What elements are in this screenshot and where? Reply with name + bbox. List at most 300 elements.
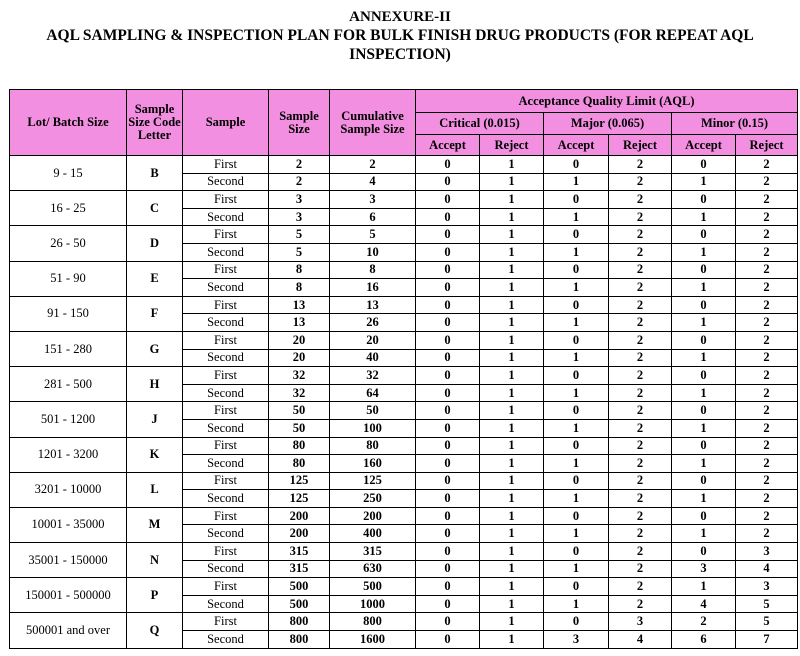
cell-code-letter: H [127, 367, 183, 402]
cell-major-reject: 2 [609, 314, 672, 332]
table-row [10, 472, 798, 490]
cell-lot-batch-size: 281 - 500 [10, 367, 127, 402]
table-row [10, 613, 798, 631]
header-code-letter: Sample Size Code Letter [127, 90, 183, 156]
cell-critical-accept: 0 [416, 507, 480, 525]
cell-critical-reject: 1 [480, 419, 544, 437]
table-row [10, 191, 798, 209]
cell-major-accept: 1 [544, 455, 609, 473]
cell-critical-accept: 0 [416, 490, 480, 508]
cell-minor-accept: 1 [672, 279, 736, 297]
cell-lot-batch-size: 51 - 90 [10, 261, 127, 296]
cell-major-reject: 2 [609, 402, 672, 420]
cell-critical-accept: 0 [416, 261, 480, 279]
cell-critical-reject: 1 [480, 226, 544, 244]
cell-cumulative-size: 315 [330, 543, 416, 561]
table-row [10, 578, 798, 596]
header-major-accept: Accept [544, 135, 609, 156]
cell-minor-accept: 0 [672, 331, 736, 349]
cell-lot-batch-size: 501 - 1200 [10, 402, 127, 437]
cell-major-reject: 2 [609, 472, 672, 490]
cell-minor-accept: 0 [672, 507, 736, 525]
cell-critical-accept: 0 [416, 156, 480, 174]
cell-major-accept: 0 [544, 578, 609, 596]
cell-major-reject: 2 [609, 595, 672, 613]
cell-major-accept: 0 [544, 367, 609, 385]
cell-code-letter: F [127, 296, 183, 331]
cell-minor-accept: 1 [672, 208, 736, 226]
cell-critical-reject: 1 [480, 613, 544, 631]
cell-sample: First [183, 296, 269, 314]
cell-sample-size: 800 [269, 613, 330, 631]
cell-minor-reject: 2 [736, 367, 798, 385]
cell-major-reject: 3 [609, 613, 672, 631]
cell-major-accept: 0 [544, 472, 609, 490]
cell-sample: First [183, 578, 269, 596]
cell-critical-accept: 0 [416, 296, 480, 314]
cell-critical-reject: 1 [480, 173, 544, 191]
cell-major-reject: 2 [609, 490, 672, 508]
cell-critical-reject: 1 [480, 314, 544, 332]
cell-sample-size: 32 [269, 367, 330, 385]
cell-major-accept: 1 [544, 208, 609, 226]
cell-sample-size: 315 [269, 560, 330, 578]
table-body [10, 156, 798, 649]
cell-major-accept: 0 [544, 331, 609, 349]
cell-code-letter: P [127, 578, 183, 613]
cell-sample-size: 2 [269, 156, 330, 174]
cell-code-letter: C [127, 191, 183, 226]
cell-critical-accept: 0 [416, 578, 480, 596]
cell-major-accept: 0 [544, 296, 609, 314]
cell-cumulative-size: 630 [330, 560, 416, 578]
cell-critical-reject: 1 [480, 349, 544, 367]
annexure-title: ANNEXURE-II [349, 9, 451, 25]
table-row [10, 331, 798, 349]
cell-critical-accept: 0 [416, 384, 480, 402]
cell-major-reject: 2 [609, 173, 672, 191]
cell-major-reject: 2 [609, 296, 672, 314]
table-row [10, 296, 798, 314]
cell-sample-size: 5 [269, 226, 330, 244]
plan-title-line2: INSPECTION) [349, 46, 451, 63]
cell-sample-size: 50 [269, 402, 330, 420]
cell-minor-accept: 0 [672, 472, 736, 490]
cell-minor-accept: 0 [672, 543, 736, 561]
cell-major-reject: 2 [609, 455, 672, 473]
cell-sample-size: 315 [269, 543, 330, 561]
header-critical: Critical (0.015) [416, 113, 544, 135]
cell-major-accept: 1 [544, 349, 609, 367]
header-lot-batch-size: Lot/ Batch Size [10, 90, 127, 156]
cell-critical-reject: 1 [480, 631, 544, 649]
cell-sample-size: 13 [269, 296, 330, 314]
cell-minor-accept: 2 [672, 613, 736, 631]
cell-critical-accept: 0 [416, 631, 480, 649]
cell-minor-accept: 1 [672, 349, 736, 367]
cell-lot-batch-size: 151 - 280 [10, 331, 127, 366]
cell-major-accept: 1 [544, 384, 609, 402]
cell-minor-reject: 2 [736, 455, 798, 473]
cell-critical-reject: 1 [480, 560, 544, 578]
cell-lot-batch-size: 1201 - 3200 [10, 437, 127, 472]
cell-minor-accept: 0 [672, 402, 736, 420]
cell-major-reject: 2 [609, 208, 672, 226]
cell-cumulative-size: 125 [330, 472, 416, 490]
cell-minor-reject: 2 [736, 402, 798, 420]
cell-major-reject: 2 [609, 525, 672, 543]
cell-major-reject: 2 [609, 560, 672, 578]
cell-minor-reject: 2 [736, 472, 798, 490]
cell-cumulative-size: 1600 [330, 631, 416, 649]
cell-cumulative-size: 800 [330, 613, 416, 631]
cell-major-reject: 2 [609, 419, 672, 437]
cell-cumulative-size: 8 [330, 261, 416, 279]
cell-critical-reject: 1 [480, 208, 544, 226]
cell-critical-reject: 1 [480, 507, 544, 525]
cell-major-accept: 1 [544, 490, 609, 508]
cell-lot-batch-size: 9 - 15 [10, 156, 127, 191]
cell-sample: Second [183, 455, 269, 473]
cell-minor-reject: 5 [736, 595, 798, 613]
cell-minor-accept: 1 [672, 525, 736, 543]
table-row [10, 226, 798, 244]
cell-code-letter: K [127, 437, 183, 472]
cell-critical-reject: 1 [480, 525, 544, 543]
cell-minor-accept: 1 [672, 419, 736, 437]
cell-cumulative-size: 50 [330, 402, 416, 420]
cell-lot-batch-size: 10001 - 35000 [10, 507, 127, 542]
cell-minor-reject: 3 [736, 578, 798, 596]
cell-critical-accept: 0 [416, 472, 480, 490]
cell-critical-accept: 0 [416, 226, 480, 244]
cell-cumulative-size: 13 [330, 296, 416, 314]
cell-minor-accept: 0 [672, 261, 736, 279]
cell-major-accept: 0 [544, 191, 609, 209]
cell-sample: Second [183, 173, 269, 191]
cell-major-reject: 2 [609, 507, 672, 525]
cell-critical-accept: 0 [416, 314, 480, 332]
cell-critical-accept: 0 [416, 525, 480, 543]
table-row [10, 543, 798, 561]
header-cumulative-sample-size: Cumulative Sample Size [330, 90, 416, 156]
cell-sample-size: 125 [269, 472, 330, 490]
cell-cumulative-size: 6 [330, 208, 416, 226]
header-minor: Minor (0.15) [672, 113, 798, 135]
cell-critical-reject: 1 [480, 402, 544, 420]
cell-minor-reject: 2 [736, 156, 798, 174]
cell-sample-size: 50 [269, 419, 330, 437]
cell-sample-size: 80 [269, 437, 330, 455]
cell-critical-accept: 0 [416, 279, 480, 297]
cell-sample: First [183, 543, 269, 561]
cell-cumulative-size: 80 [330, 437, 416, 455]
cell-lot-batch-size: 35001 - 150000 [10, 543, 127, 578]
cell-major-accept: 0 [544, 226, 609, 244]
cell-sample: Second [183, 631, 269, 649]
cell-minor-reject: 2 [736, 490, 798, 508]
cell-code-letter: M [127, 507, 183, 542]
cell-cumulative-size: 40 [330, 349, 416, 367]
cell-code-letter: Q [127, 613, 183, 648]
cell-cumulative-size: 5 [330, 226, 416, 244]
cell-major-accept: 1 [544, 419, 609, 437]
cell-major-reject: 2 [609, 226, 672, 244]
cell-minor-accept: 0 [672, 191, 736, 209]
cell-minor-reject: 2 [736, 243, 798, 261]
cell-critical-reject: 1 [480, 296, 544, 314]
cell-critical-reject: 1 [480, 595, 544, 613]
cell-cumulative-size: 160 [330, 455, 416, 473]
cell-critical-reject: 1 [480, 279, 544, 297]
table-row [10, 156, 798, 174]
cell-sample: First [183, 367, 269, 385]
cell-minor-reject: 2 [736, 384, 798, 402]
cell-major-accept: 0 [544, 156, 609, 174]
cell-minor-reject: 2 [736, 226, 798, 244]
cell-code-letter: G [127, 331, 183, 366]
cell-minor-accept: 0 [672, 367, 736, 385]
cell-sample: First [183, 402, 269, 420]
cell-minor-accept: 1 [672, 578, 736, 596]
cell-sample: First [183, 613, 269, 631]
cell-sample: Second [183, 243, 269, 261]
cell-lot-batch-size: 500001 and over [10, 613, 127, 648]
cell-major-reject: 2 [609, 279, 672, 297]
cell-critical-reject: 1 [480, 437, 544, 455]
cell-critical-reject: 1 [480, 191, 544, 209]
cell-minor-accept: 0 [672, 226, 736, 244]
cell-minor-reject: 2 [736, 279, 798, 297]
table-row [10, 367, 798, 385]
header-major: Major (0.065) [544, 113, 672, 135]
cell-code-letter: E [127, 261, 183, 296]
cell-critical-reject: 1 [480, 455, 544, 473]
cell-minor-reject: 2 [736, 261, 798, 279]
cell-major-reject: 2 [609, 349, 672, 367]
cell-minor-accept: 1 [672, 490, 736, 508]
cell-sample: First [183, 507, 269, 525]
cell-sample: Second [183, 595, 269, 613]
cell-critical-accept: 0 [416, 437, 480, 455]
cell-cumulative-size: 1000 [330, 595, 416, 613]
cell-major-accept: 1 [544, 243, 609, 261]
cell-sample: First [183, 191, 269, 209]
cell-cumulative-size: 400 [330, 525, 416, 543]
cell-sample-size: 13 [269, 314, 330, 332]
cell-critical-accept: 0 [416, 543, 480, 561]
table-row [10, 437, 798, 455]
cell-major-accept: 3 [544, 631, 609, 649]
cell-minor-accept: 1 [672, 455, 736, 473]
header-sample-size: Sample Size [269, 90, 330, 156]
cell-sample: Second [183, 384, 269, 402]
cell-sample: Second [183, 490, 269, 508]
cell-cumulative-size: 100 [330, 419, 416, 437]
cell-sample-size: 8 [269, 261, 330, 279]
cell-minor-accept: 0 [672, 437, 736, 455]
cell-critical-accept: 0 [416, 191, 480, 209]
cell-minor-reject: 2 [736, 419, 798, 437]
cell-code-letter: N [127, 543, 183, 578]
cell-critical-accept: 0 [416, 419, 480, 437]
cell-cumulative-size: 20 [330, 331, 416, 349]
cell-major-accept: 0 [544, 613, 609, 631]
cell-code-letter: L [127, 472, 183, 507]
cell-lot-batch-size: 91 - 150 [10, 296, 127, 331]
cell-lot-batch-size: 3201 - 10000 [10, 472, 127, 507]
cell-lot-batch-size: 150001 - 500000 [10, 578, 127, 613]
cell-critical-accept: 0 [416, 367, 480, 385]
aql-table [9, 89, 798, 649]
cell-sample: Second [183, 208, 269, 226]
cell-major-reject: 2 [609, 437, 672, 455]
cell-major-accept: 0 [544, 261, 609, 279]
cell-major-reject: 2 [609, 384, 672, 402]
cell-major-accept: 1 [544, 560, 609, 578]
table-row [10, 402, 798, 420]
cell-sample: Second [183, 419, 269, 437]
cell-major-accept: 0 [544, 507, 609, 525]
cell-critical-reject: 1 [480, 543, 544, 561]
cell-sample-size: 20 [269, 331, 330, 349]
cell-sample-size: 8 [269, 279, 330, 297]
cell-cumulative-size: 200 [330, 507, 416, 525]
cell-minor-reject: 2 [736, 191, 798, 209]
cell-major-reject: 2 [609, 578, 672, 596]
cell-critical-reject: 1 [480, 331, 544, 349]
cell-minor-reject: 5 [736, 613, 798, 631]
cell-major-reject: 2 [609, 243, 672, 261]
cell-critical-accept: 0 [416, 613, 480, 631]
cell-critical-reject: 1 [480, 384, 544, 402]
cell-critical-accept: 0 [416, 402, 480, 420]
header-major-reject: Reject [609, 135, 672, 156]
cell-major-reject: 2 [609, 191, 672, 209]
cell-sample-size: 500 [269, 595, 330, 613]
cell-sample-size: 3 [269, 208, 330, 226]
header-sample: Sample [183, 90, 269, 156]
cell-minor-reject: 2 [736, 331, 798, 349]
cell-sample: First [183, 261, 269, 279]
cell-sample-size: 800 [269, 631, 330, 649]
cell-critical-accept: 0 [416, 243, 480, 261]
cell-minor-accept: 1 [672, 314, 736, 332]
cell-major-accept: 1 [544, 314, 609, 332]
cell-minor-accept: 6 [672, 631, 736, 649]
cell-minor-reject: 3 [736, 543, 798, 561]
cell-minor-reject: 2 [736, 525, 798, 543]
cell-major-reject: 2 [609, 367, 672, 385]
cell-major-reject: 2 [609, 543, 672, 561]
cell-sample-size: 125 [269, 490, 330, 508]
cell-sample-size: 5 [269, 243, 330, 261]
cell-major-accept: 0 [544, 437, 609, 455]
cell-sample: First [183, 226, 269, 244]
cell-minor-accept: 1 [672, 173, 736, 191]
header-minor-reject: Reject [736, 135, 798, 156]
cell-minor-reject: 2 [736, 314, 798, 332]
cell-code-letter: J [127, 402, 183, 437]
cell-lot-batch-size: 26 - 50 [10, 226, 127, 261]
cell-critical-reject: 1 [480, 472, 544, 490]
cell-minor-accept: 1 [672, 384, 736, 402]
cell-major-reject: 2 [609, 261, 672, 279]
cell-minor-accept: 0 [672, 156, 736, 174]
cell-sample: First [183, 437, 269, 455]
cell-cumulative-size: 26 [330, 314, 416, 332]
cell-minor-accept: 3 [672, 560, 736, 578]
header-minor-accept: Accept [672, 135, 736, 156]
cell-major-accept: 0 [544, 402, 609, 420]
cell-cumulative-size: 32 [330, 367, 416, 385]
cell-minor-accept: 0 [672, 296, 736, 314]
cell-critical-accept: 0 [416, 349, 480, 367]
cell-major-accept: 1 [544, 595, 609, 613]
cell-critical-reject: 1 [480, 243, 544, 261]
table-row [10, 261, 798, 279]
cell-major-accept: 1 [544, 525, 609, 543]
cell-critical-reject: 1 [480, 578, 544, 596]
cell-minor-accept: 4 [672, 595, 736, 613]
cell-minor-accept: 1 [672, 243, 736, 261]
cell-major-reject: 2 [609, 156, 672, 174]
cell-sample: First [183, 472, 269, 490]
cell-sample-size: 200 [269, 507, 330, 525]
cell-sample-size: 20 [269, 349, 330, 367]
cell-major-accept: 0 [544, 543, 609, 561]
cell-sample-size: 500 [269, 578, 330, 596]
cell-code-letter: B [127, 156, 183, 191]
cell-cumulative-size: 16 [330, 279, 416, 297]
cell-critical-reject: 1 [480, 490, 544, 508]
cell-minor-reject: 4 [736, 560, 798, 578]
cell-minor-reject: 2 [736, 437, 798, 455]
cell-sample-size: 200 [269, 525, 330, 543]
cell-minor-reject: 7 [736, 631, 798, 649]
header-critical-reject: Reject [480, 135, 544, 156]
plan-title-line1: AQL SAMPLING & INSPECTION PLAN FOR BULK FINISH DRUG PRODUCTS (FOR REPEAT AQL [46, 27, 754, 44]
cell-minor-reject: 2 [736, 208, 798, 226]
cell-critical-reject: 1 [480, 156, 544, 174]
cell-cumulative-size: 3 [330, 191, 416, 209]
cell-major-accept: 1 [544, 173, 609, 191]
cell-critical-reject: 1 [480, 261, 544, 279]
header-critical-accept: Accept [416, 135, 480, 156]
cell-minor-reject: 2 [736, 173, 798, 191]
cell-sample: Second [183, 525, 269, 543]
cell-critical-reject: 1 [480, 367, 544, 385]
table-row [10, 507, 798, 525]
cell-cumulative-size: 250 [330, 490, 416, 508]
cell-sample-size: 2 [269, 173, 330, 191]
cell-major-reject: 2 [609, 331, 672, 349]
cell-major-accept: 1 [544, 279, 609, 297]
header-aql: Acceptance Quality Limit (AQL) [416, 90, 798, 113]
cell-minor-reject: 2 [736, 507, 798, 525]
cell-sample: Second [183, 314, 269, 332]
cell-critical-accept: 0 [416, 455, 480, 473]
cell-minor-reject: 2 [736, 349, 798, 367]
cell-critical-accept: 0 [416, 208, 480, 226]
cell-sample-size: 32 [269, 384, 330, 402]
cell-sample-size: 3 [269, 191, 330, 209]
cell-code-letter: D [127, 226, 183, 261]
cell-sample: First [183, 156, 269, 174]
cell-critical-accept: 0 [416, 595, 480, 613]
cell-critical-accept: 0 [416, 331, 480, 349]
cell-cumulative-size: 64 [330, 384, 416, 402]
